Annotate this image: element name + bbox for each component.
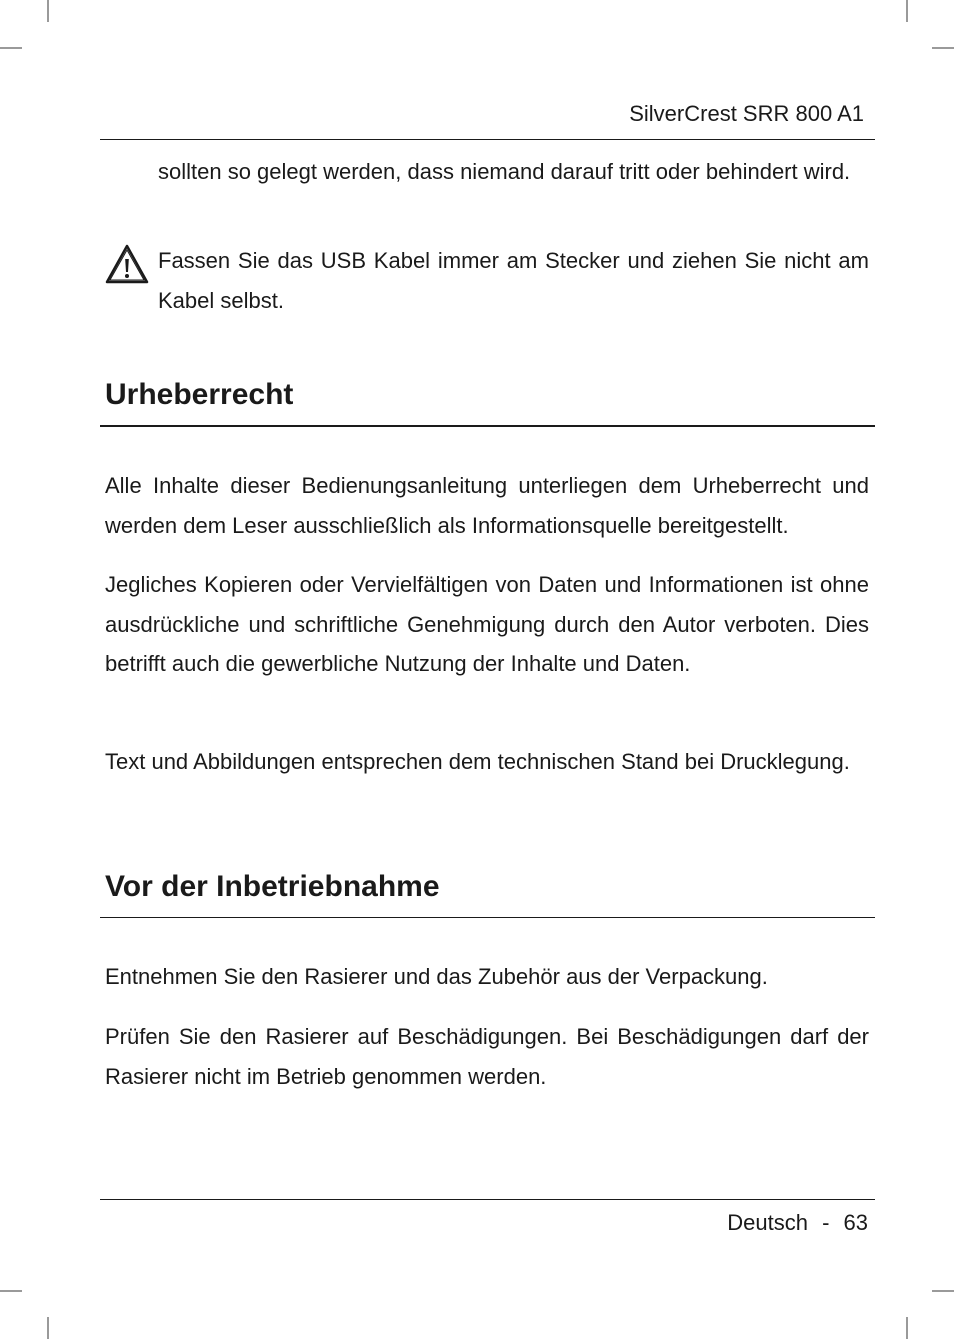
document-title: SilverCrest SRR 800 A1: [629, 101, 864, 126]
footer-rule: [100, 1199, 875, 1200]
header-rule: [100, 139, 875, 140]
crop-mark-bottom-right-vertical: [906, 1317, 908, 1339]
page-footer: [727, 1208, 868, 1238]
before-use-paragraph-1: Entnehmen Sie den Rasierer und das Zubehör aus der Verpackung.: [105, 964, 768, 989]
section-heading-copyright: Urheberrecht: [105, 378, 294, 411]
warning-triangle-icon: [104, 243, 150, 285]
before-use-paragraph-2: Prüfen Sie den Rasierer auf Beschädigungen. Bei Beschädigungen darf der Rasierer nicht im Betrieb genommen werden.: [105, 1024, 869, 1089]
section-rule-copyright: [100, 425, 875, 427]
crop-mark-bottom-left-vertical: [47, 1317, 49, 1339]
crop-mark-top-left-vertical: [47, 0, 49, 22]
section-heading-before-use: Vor der Inbetriebnahme: [105, 870, 440, 903]
section-rule-before-use: [100, 917, 875, 918]
copyright-paragraph-3: Text und Abbildungen entsprechen dem technischen Stand bei Drucklegung.: [105, 749, 850, 774]
crop-mark-top-left-horizontal: [0, 47, 22, 49]
crop-mark-bottom-left-horizontal: [0, 1290, 22, 1292]
copyright-paragraph-2: Jegliches Kopieren oder Vervielfältigen von Daten und Informationen ist ohne ausdrückliche und schriftliche Genehmigung durch den Autor verboten. Dies betrifft auch die gewerbliche Nutzung der Inhalte und Daten.: [105, 572, 869, 676]
page-number: 63: [843, 1210, 868, 1235]
copyright-paragraph-1: Alle Inhalte dieser Bedienungsanleitung unterliegen dem Urheberrecht und werden dem Leser ausschließlich als Informationsquelle bereitgestellt.: [105, 473, 869, 538]
crop-mark-bottom-right-horizontal: [932, 1290, 954, 1292]
safety-continued-text: sollten so gelegt werden, dass niemand darauf tritt oder behindert wird.: [158, 159, 851, 184]
warning-text: Fassen Sie das USB Kabel immer am Stecker und ziehen Sie nicht am Kabel selbst.: [158, 248, 869, 313]
crop-mark-top-right-vertical: [906, 0, 908, 22]
footer-language: Deutsch: [727, 1210, 808, 1235]
footer-separator: -: [822, 1210, 830, 1235]
crop-mark-top-right-horizontal: [932, 47, 954, 49]
